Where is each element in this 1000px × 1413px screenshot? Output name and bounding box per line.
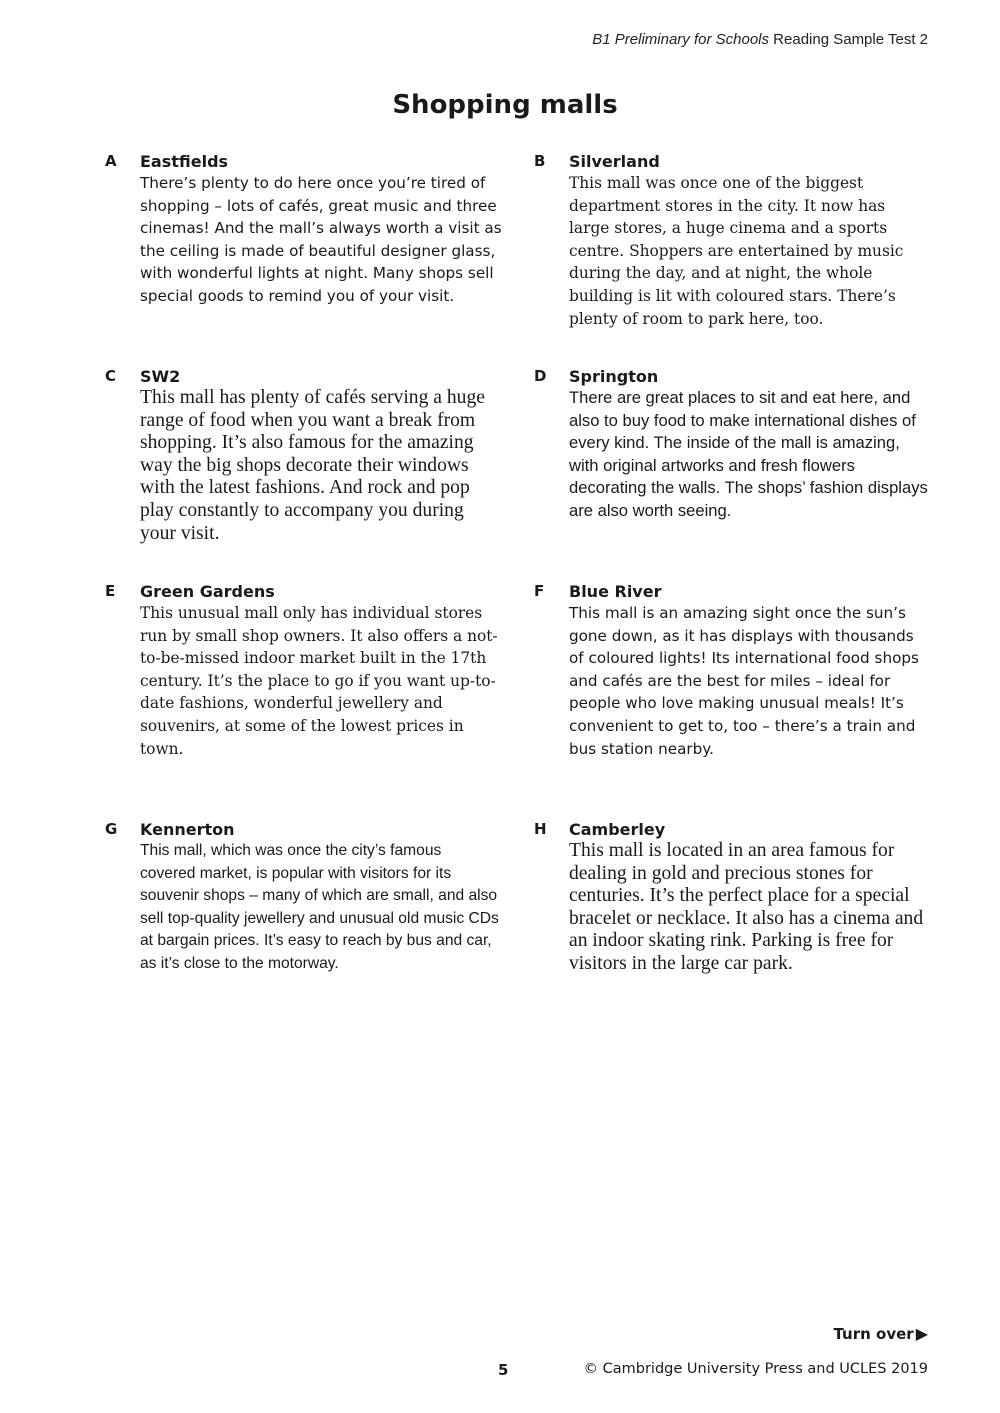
entry-name: Springton: [569, 367, 659, 386]
entry-letter: G: [105, 820, 118, 838]
entry-d: [534, 367, 929, 523]
entry-h: [534, 820, 929, 976]
page-title: Shopping malls: [392, 90, 618, 120]
entry-letter: H: [534, 820, 547, 838]
entry-c: [105, 367, 500, 545]
entry-name: SW2: [140, 367, 181, 386]
entry-text: This unusual mall only has individual stores run by small shop owners. It also offers a not-to-be-missed indoor market built in the 17th century. It’s the place to go if you want up-to-date fashions, wonderful jewellery and souvenirs, at some of the lowest prices in town.: [140, 604, 498, 758]
entry-letter: E: [105, 582, 116, 600]
entry-text: This mall is an amazing sight once the sun’s gone down, as it has displays with thousands of coloured lights! Its international food shops and cafés are the best for miles – ideal for people who love making unusual meals! It’s convenient to get to, too – there’s a train and bus station nearby.: [569, 604, 919, 758]
page-number: 5: [498, 1361, 509, 1379]
entry-name: Camberley: [569, 820, 666, 839]
entry-letter: F: [534, 582, 545, 600]
entry-letter: C: [105, 367, 117, 385]
entry-name: Green Gardens: [140, 582, 275, 601]
entry-a: [105, 152, 510, 308]
entry-name: Blue River: [569, 582, 662, 601]
entry-text: There’s plenty to do here once you’re tired of shopping – lots of cafés, great music and three cinemas! And the mall’s always worth a visit as the ceiling is made of beautiful designer glass, with wonderful lights at night. Many shops sell special goods to remind you of your visit.: [140, 174, 502, 305]
header-series-name: B1 Preliminary for Schools: [592, 31, 769, 48]
entry-letter: A: [105, 152, 117, 170]
header-test-name: Reading Sample Test 2: [773, 31, 928, 48]
entry-f: [534, 582, 929, 760]
entry-e: [105, 582, 500, 760]
entry-g: [105, 820, 500, 976]
entry-name: Kennerton: [140, 820, 235, 839]
entry-letter: B: [534, 152, 546, 170]
turn-over-text: Turn over: [833, 1325, 914, 1343]
page-header: [592, 31, 928, 48]
turn-over-label: [833, 1324, 928, 1343]
entry-letter: D: [534, 367, 547, 385]
copyright-notice: © Cambridge University Press and UCLES 2019: [583, 1361, 928, 1377]
entry-text: This mall, which was once the city’s famous covered market, is popular with visitors for its souvenir shops – many of which are small, and also sell top-quality jewellery and unusual old music CDs at bargain prices. It’s easy to reach by bus and car, as it’s close to the motorway.: [140, 842, 499, 972]
entry-name: Silverland: [569, 152, 660, 171]
entry-b: [534, 152, 929, 330]
entry-text: There are great places to sit and eat here, and also to buy food to make international dishes of every kind. The inside of the mall is amazing, with original artworks and fresh flowers decorating the walls. The shops’ fashion displays are also worth seeing.: [569, 388, 928, 520]
entry-text: This mall was once one of the biggest department stores in the city. It now has large stores, a huge cinema and a sports centre. Shoppers are entertained by music during the day, and at night, the whole building is lit with coloured stars. There’s plenty of room to park here, too.: [569, 174, 904, 328]
entry-name: Eastfields: [140, 152, 229, 171]
entry-text: This mall is located in an area famous for dealing in gold and precious stones for centuries. It’s the perfect place for a special bracelet or necklace. It also has a cinema and an indoor skating rink. Parking is free for visitors in the large car park.: [569, 840, 924, 974]
entry-text: This mall has plenty of cafés serving a huge range of food when you want a break from shopping. It’s also famous for the amazing way the big shops decorate their windows with the latest fashions. And rock and pop play constantly to accompany you during your visit.: [140, 387, 485, 544]
play-arrow-icon: ▶: [915, 1324, 928, 1343]
